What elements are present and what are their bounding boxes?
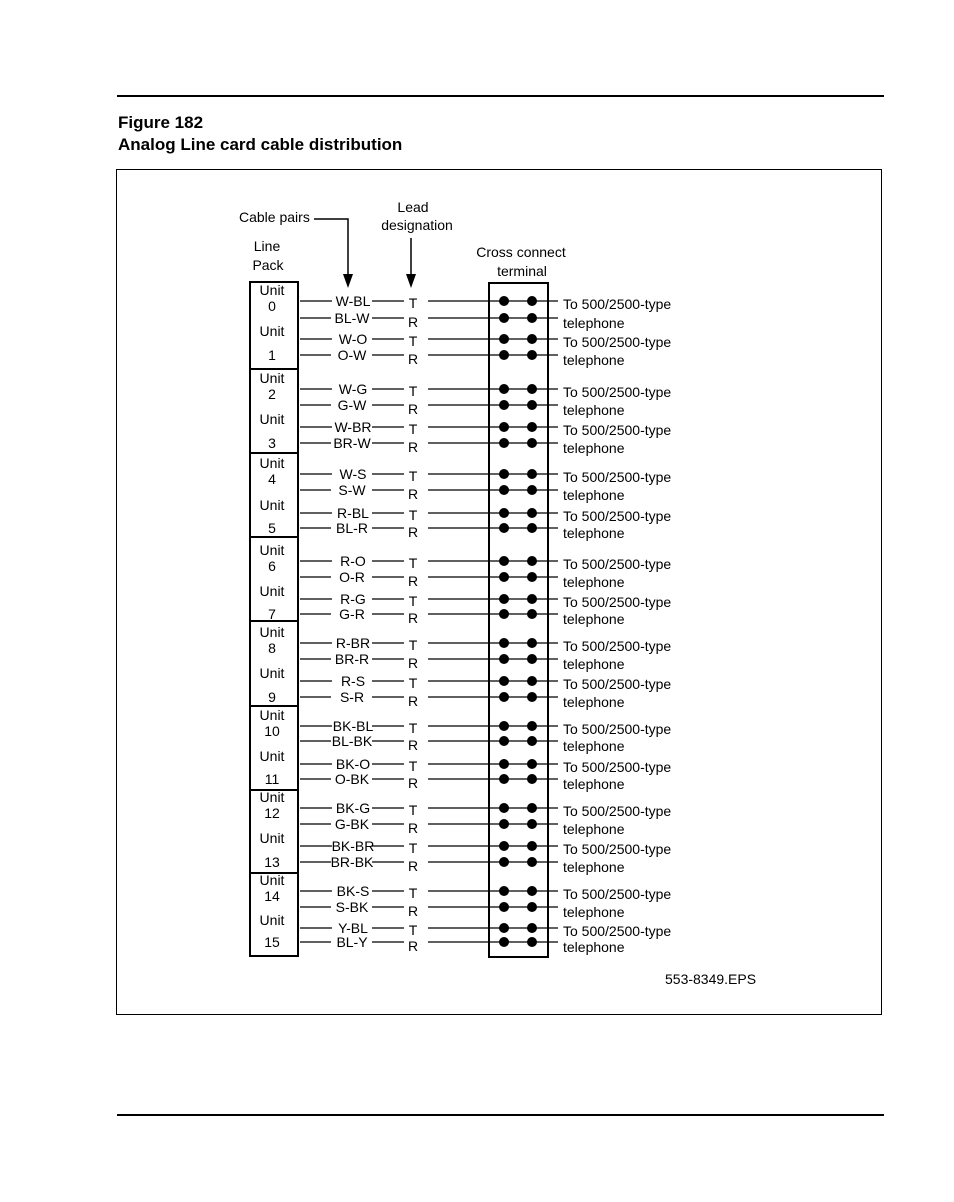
figure-caption: Analog Line card cable distribution — [118, 135, 403, 154]
lead-label-line1: Lead — [397, 199, 429, 215]
terminal-pin-ring-out — [527, 692, 537, 702]
unit-label: Unit — [259, 497, 285, 513]
ring-lead: R — [407, 524, 419, 540]
ring-pair-label: BR-BK — [330, 854, 374, 870]
unit-number: 0 — [268, 298, 276, 314]
cable-pairs-arrow-head — [343, 274, 353, 288]
terminal-pin-ring-in — [499, 523, 509, 533]
destination-label-line2: telephone — [563, 738, 625, 754]
tip-pair-label: BK-G — [335, 800, 371, 816]
destination-label-line2: telephone — [563, 939, 625, 955]
unit-number: 1 — [268, 347, 276, 363]
destination-label-line1: To 500/2500-type — [563, 296, 672, 312]
terminal-pin-ring-out — [527, 857, 537, 867]
destination-label-line1: To 500/2500-type — [563, 384, 672, 400]
destination-label-line2: telephone — [563, 352, 625, 368]
terminal-pin-tip-out — [527, 676, 537, 686]
tip-lead: T — [408, 593, 418, 609]
tip-pair-label: R-G — [340, 591, 366, 607]
tip-pair-label: W-G — [338, 381, 368, 397]
unit-label: Unit — [259, 748, 285, 764]
ring-lead: R — [407, 655, 419, 671]
ring-pair-label: BL-W — [334, 310, 370, 326]
terminal-pin-ring-out — [527, 313, 537, 323]
destination-label-line1: To 500/2500-type — [563, 422, 672, 438]
unit-number: 5 — [268, 520, 276, 536]
ring-pair-label: BR-W — [333, 435, 371, 451]
terminal-pin-ring-out — [527, 400, 537, 410]
ring-pair-label: G-R — [339, 606, 365, 622]
terminal-pin-tip-out — [527, 841, 537, 851]
destination-label-line2: telephone — [563, 904, 625, 920]
terminal-pin-tip-out — [527, 469, 537, 479]
unit-label: Unit — [259, 411, 285, 427]
ring-lead: R — [407, 573, 419, 589]
tip-pair-label: W-O — [338, 331, 368, 347]
tip-pair-label: BK-BL — [332, 718, 374, 734]
ring-pair-label: O-W — [337, 347, 367, 363]
terminal-pin-ring-in — [499, 350, 509, 360]
ring-lead: R — [407, 610, 419, 626]
tip-pair-label: R-S — [340, 673, 366, 689]
unit-label: Unit — [259, 707, 285, 723]
terminal-pin-tip-in — [499, 594, 509, 604]
terminal-pin-ring-in — [499, 438, 509, 448]
destination-label-line2: telephone — [563, 402, 625, 418]
unit-number: 7 — [268, 606, 276, 622]
unit-label: Unit — [259, 665, 285, 681]
unit-number: 6 — [268, 558, 276, 574]
ring-lead: R — [407, 401, 419, 417]
tip-lead: T — [408, 295, 418, 311]
ring-lead: R — [407, 938, 419, 954]
ring-lead: R — [407, 858, 419, 874]
ring-pair-label: S-BK — [335, 899, 369, 915]
ring-lead: R — [407, 314, 419, 330]
terminal-pin-ring-in — [499, 736, 509, 746]
terminal-pin-tip-in — [499, 384, 509, 394]
destination-label-line1: To 500/2500-type — [563, 638, 672, 654]
terminal-pin-tip-out — [527, 759, 537, 769]
tip-lead: T — [408, 885, 418, 901]
terminal-pin-tip-in — [499, 721, 509, 731]
terminal-pin-ring-out — [527, 350, 537, 360]
terminal-pin-ring-out — [527, 902, 537, 912]
terminal-pin-ring-in — [499, 313, 509, 323]
tip-lead: T — [408, 720, 418, 736]
terminal-pin-ring-out — [527, 774, 537, 784]
unit-label: Unit — [259, 830, 285, 846]
destination-label-line1: To 500/2500-type — [563, 508, 672, 524]
figure-file-ref: 553-8349.EPS — [665, 971, 757, 987]
cable-pairs-arrow-line — [314, 219, 348, 285]
ring-lead: R — [407, 775, 419, 791]
terminal-pin-ring-in — [499, 902, 509, 912]
terminal-pin-tip-out — [527, 508, 537, 518]
tip-pair-label: W-BL — [335, 293, 371, 309]
unit-label: Unit — [259, 370, 285, 386]
ring-pair-label: BL-BK — [331, 733, 373, 749]
ring-pair-label: G-W — [337, 397, 367, 413]
terminal-pin-ring-in — [499, 819, 509, 829]
terminal-pin-ring-out — [527, 485, 537, 495]
unit-number: 10 — [264, 723, 280, 739]
terminal-pin-ring-in — [499, 692, 509, 702]
tip-pair-label: BK-BR — [331, 838, 375, 854]
line-pack-label-line1: Line — [253, 238, 281, 254]
unit-label: Unit — [259, 912, 285, 928]
terminal-pin-ring-in — [499, 857, 509, 867]
terminal-pin-ring-in — [499, 937, 509, 947]
tip-pair-label: R-BR — [335, 635, 371, 651]
destination-label-line1: To 500/2500-type — [563, 923, 672, 939]
terminal-pin-tip-in — [499, 676, 509, 686]
unit-number: 12 — [264, 805, 280, 821]
ring-lead: R — [407, 903, 419, 919]
terminal-pin-tip-in — [499, 296, 509, 306]
cross-connect-label-line2: terminal — [497, 263, 547, 279]
unit-label: Unit — [259, 455, 285, 471]
destination-label-line1: To 500/2500-type — [563, 556, 672, 572]
terminal-pin-tip-out — [527, 721, 537, 731]
ring-pair-label: BR-R — [334, 651, 370, 667]
cable-pairs-label: Cable pairs — [239, 209, 310, 225]
tip-lead: T — [408, 555, 418, 571]
ring-lead: R — [407, 693, 419, 709]
destination-label-line2: telephone — [563, 440, 625, 456]
ring-pair-label: BL-Y — [336, 934, 368, 950]
unit-number: 11 — [264, 771, 280, 787]
unit-label: Unit — [259, 323, 285, 339]
destination-label-line2: telephone — [563, 821, 625, 837]
terminal-pin-tip-in — [499, 759, 509, 769]
ring-pair-label: S-W — [338, 482, 366, 498]
tip-lead: T — [408, 507, 418, 523]
terminal-pin-ring-in — [499, 654, 509, 664]
terminal-pin-tip-out — [527, 384, 537, 394]
destination-label-line1: To 500/2500-type — [563, 886, 672, 902]
destination-label-line1: To 500/2500-type — [563, 803, 672, 819]
tip-lead: T — [408, 922, 418, 938]
terminal-pin-tip-out — [527, 422, 537, 432]
cross-connect-label-line1: Cross connect — [476, 244, 566, 260]
terminal-pin-tip-in — [499, 508, 509, 518]
terminal-pin-ring-out — [527, 609, 537, 619]
destination-label-line2: telephone — [563, 656, 625, 672]
destination-label-line1: To 500/2500-type — [563, 676, 672, 692]
terminal-pin-tip-in — [499, 886, 509, 896]
ring-pair-label: BL-R — [336, 520, 368, 536]
terminal-pin-tip-in — [499, 334, 509, 344]
terminal-pin-ring-out — [527, 438, 537, 448]
terminal-pin-tip-out — [527, 886, 537, 896]
unit-label: Unit — [259, 789, 285, 805]
terminal-pin-ring-out — [527, 937, 537, 947]
unit-label: Unit — [259, 542, 285, 558]
unit-rows — [250, 282, 671, 955]
unit-label: Unit — [259, 624, 285, 640]
tip-pair-label: W-BR — [334, 419, 372, 435]
ring-lead: R — [407, 486, 419, 502]
tip-lead: T — [408, 675, 418, 691]
destination-label-line1: To 500/2500-type — [563, 594, 672, 610]
terminal-pin-tip-in — [499, 638, 509, 648]
terminal-pin-tip-out — [527, 594, 537, 604]
unit-label: Unit — [259, 282, 285, 298]
destination-label-line2: telephone — [563, 776, 625, 792]
terminal-pin-tip-out — [527, 638, 537, 648]
unit-number: 2 — [268, 386, 276, 402]
terminal-pin-ring-in — [499, 774, 509, 784]
tip-lead: T — [408, 802, 418, 818]
ring-lead: R — [407, 737, 419, 753]
terminal-pin-ring-in — [499, 400, 509, 410]
footer-rule — [117, 1114, 884, 1116]
unit-label: Unit — [259, 872, 285, 888]
figure-number: Figure 182 — [118, 113, 204, 132]
cross-connect-terminal — [489, 283, 548, 957]
terminal-pin-ring-out — [527, 654, 537, 664]
terminal-pin-ring-out — [527, 572, 537, 582]
destination-label-line2: telephone — [563, 315, 625, 331]
line-pack-label-line2: Pack — [252, 257, 284, 273]
tip-lead: T — [408, 840, 418, 856]
terminal-pin-ring-in — [499, 609, 509, 619]
ring-lead: R — [407, 439, 419, 455]
destination-label-line1: To 500/2500-type — [563, 759, 672, 775]
destination-label-line2: telephone — [563, 611, 625, 627]
destination-label-line2: telephone — [563, 574, 625, 590]
destination-label-line2: telephone — [563, 859, 625, 875]
ring-pair-label: O-R — [339, 569, 365, 585]
terminal-pin-tip-in — [499, 803, 509, 813]
terminal-pin-ring-out — [527, 819, 537, 829]
unit-number: 8 — [268, 640, 276, 656]
tip-pair-label: R-O — [340, 553, 366, 569]
terminal-pin-tip-out — [527, 556, 537, 566]
terminal-pin-ring-out — [527, 736, 537, 746]
terminal-pin-tip-out — [527, 923, 537, 933]
tip-pair-label: Y-BL — [338, 920, 368, 936]
tip-lead: T — [408, 333, 418, 349]
tip-lead: T — [408, 421, 418, 437]
tip-pair-label: BK-S — [336, 883, 370, 899]
destination-label-line1: To 500/2500-type — [563, 469, 672, 485]
tip-pair-label: R-BL — [337, 505, 369, 521]
destination-label-line2: telephone — [563, 694, 625, 710]
tip-lead: T — [408, 468, 418, 484]
ring-pair-label: G-BK — [334, 816, 370, 832]
terminal-pin-tip-out — [527, 296, 537, 306]
unit-number: 13 — [264, 854, 280, 870]
ring-lead: R — [407, 351, 419, 367]
unit-label: Unit — [259, 583, 285, 599]
lead-label-line2: designation — [381, 217, 453, 233]
destination-label-line1: To 500/2500-type — [563, 721, 672, 737]
unit-number: 9 — [268, 689, 276, 705]
destination-label-line1: To 500/2500-type — [563, 334, 672, 350]
ring-pair-label: O-BK — [334, 771, 370, 787]
ring-pair-label: S-R — [339, 689, 365, 705]
destination-label-line2: telephone — [563, 525, 625, 541]
unit-number: 4 — [268, 471, 276, 487]
lead-arrow-head — [406, 274, 416, 288]
unit-number: 15 — [264, 934, 280, 950]
terminal-pin-tip-in — [499, 556, 509, 566]
unit-number: 3 — [268, 435, 276, 451]
unit-number: 14 — [264, 888, 280, 904]
ring-lead: R — [407, 820, 419, 836]
tip-pair-label: BK-O — [335, 756, 371, 772]
terminal-pin-tip-in — [499, 469, 509, 479]
terminal-pin-tip-in — [499, 841, 509, 851]
destination-label-line1: To 500/2500-type — [563, 841, 672, 857]
destination-label-line2: telephone — [563, 487, 625, 503]
tip-lead: T — [408, 383, 418, 399]
tip-lead: T — [408, 637, 418, 653]
tip-lead: T — [408, 758, 418, 774]
tip-pair-label: W-S — [339, 466, 367, 482]
header-labels — [239, 199, 566, 279]
terminal-pin-tip-in — [499, 422, 509, 432]
terminal-pin-ring-in — [499, 572, 509, 582]
terminal-pin-tip-in — [499, 923, 509, 933]
terminal-pin-tip-out — [527, 803, 537, 813]
terminal-pin-tip-out — [527, 334, 537, 344]
terminal-pin-ring-out — [527, 523, 537, 533]
terminal-pin-ring-in — [499, 485, 509, 495]
